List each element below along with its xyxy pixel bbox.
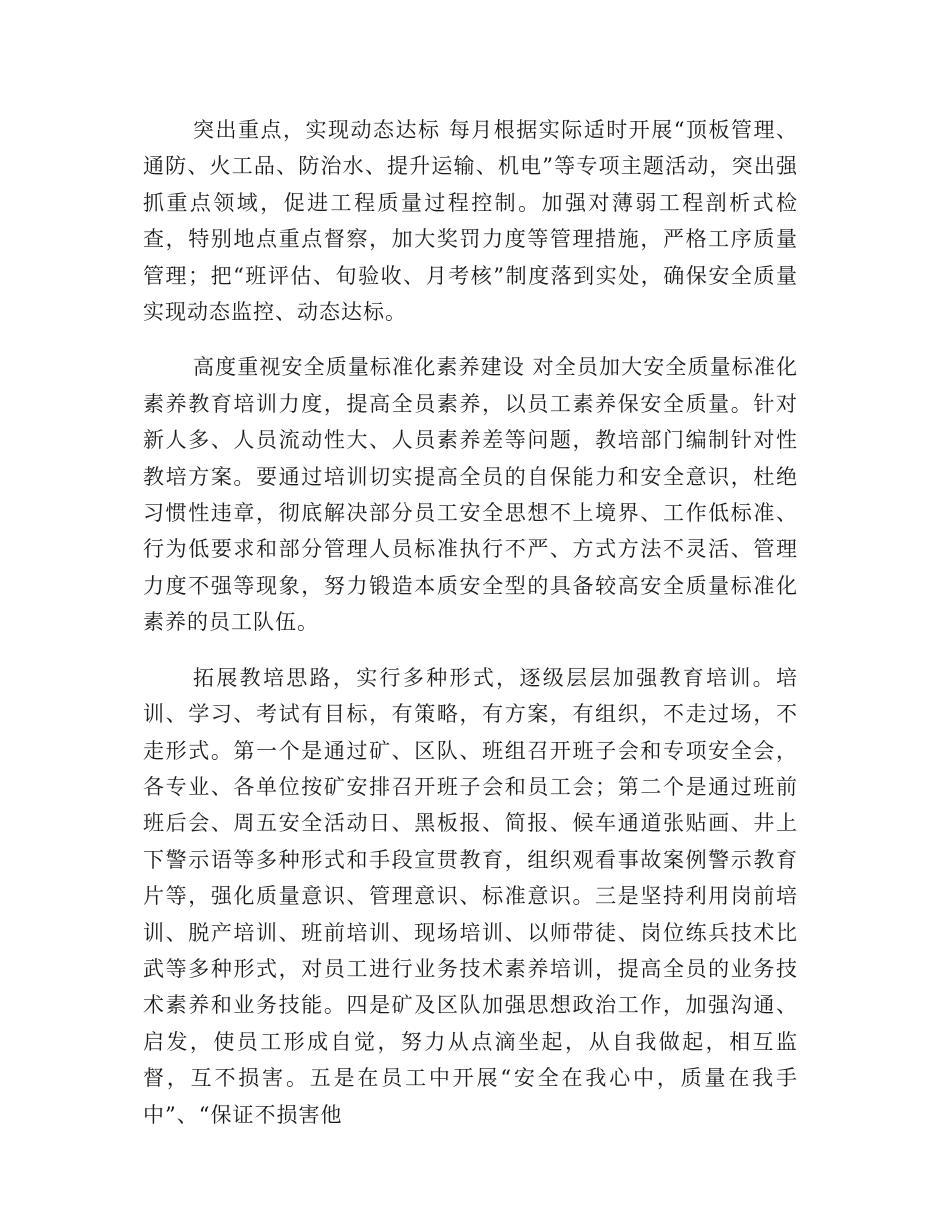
paragraph-quality-literacy: 高度重视安全质量标准化素养建设 对全员加大安全质量标准化素养教育培训力度，提高全员素养，以员工素养保安全质量。针对新人多、人员流动性大、人员素养差等问题，教培部门编制针对性教培方案。要通过培训切实提高全员的自保能力和安全意识，杜绝习惯性违章，彻底解决部分员工安全思想不上境界、工作低标准、行为低要求和部分管理人员标准执行不严、方式方法不灵活、管理力度不强等现象，努力锻造本质安全型的具备较高安全质量标准化素养的员工队伍。 — [143, 355, 798, 635]
document-body — [143, 112, 798, 1133]
paragraph-training-methods: 拓展教培思路，实行多种形式，逐级层层加强教育培训。培训、学习、考试有目标，有策略，有方案，有组织，不走过场，不走形式。第一个是通过矿、区队、班组召开班子会和专项安全会，各专业、各单位按矿安排召开班子会和员工会；第二个是通过班前班后会、周五安全活动日、黑板报、简报、候车通道张贴画、井上下警示语等多种形式和手段宣贯教育，组织观看事故案例警示教育片等，强化质量意识、管理意识、标准意识。三是坚持利用岗前培训、脱产培训、班前培训、现场培训、以师带徒、岗位练兵技术比武等多种形式，对员工进行业务技术素养培训，提高全员的业务技术素养和业务技能。四是矿及区队加强思想政治工作，加强沟通、启发，使员工形成自觉，努力从点滴坐起，从自我做起，相互监督，互不损害。五是在员工中开展“安全在我心中，质量在我手中”、“保证不损害他 — [143, 665, 798, 1127]
paragraph-dynamic-standards: 突出重点，实现动态达标 每月根据实际适时开展“顶板管理、通防、火工品、防治水、提升运输、机电”等专项主题活动，突出强抓重点领域，促进工程质量过程控制。加强对薄弱工程剖析式检查，特别地点重点督察，加大奖罚力度等管理措施，严格工序质量管理；把“班评估、旬验收、月考核”制度落到实处，确保安全质量实现动态监控、动态达标。 — [143, 118, 798, 325]
